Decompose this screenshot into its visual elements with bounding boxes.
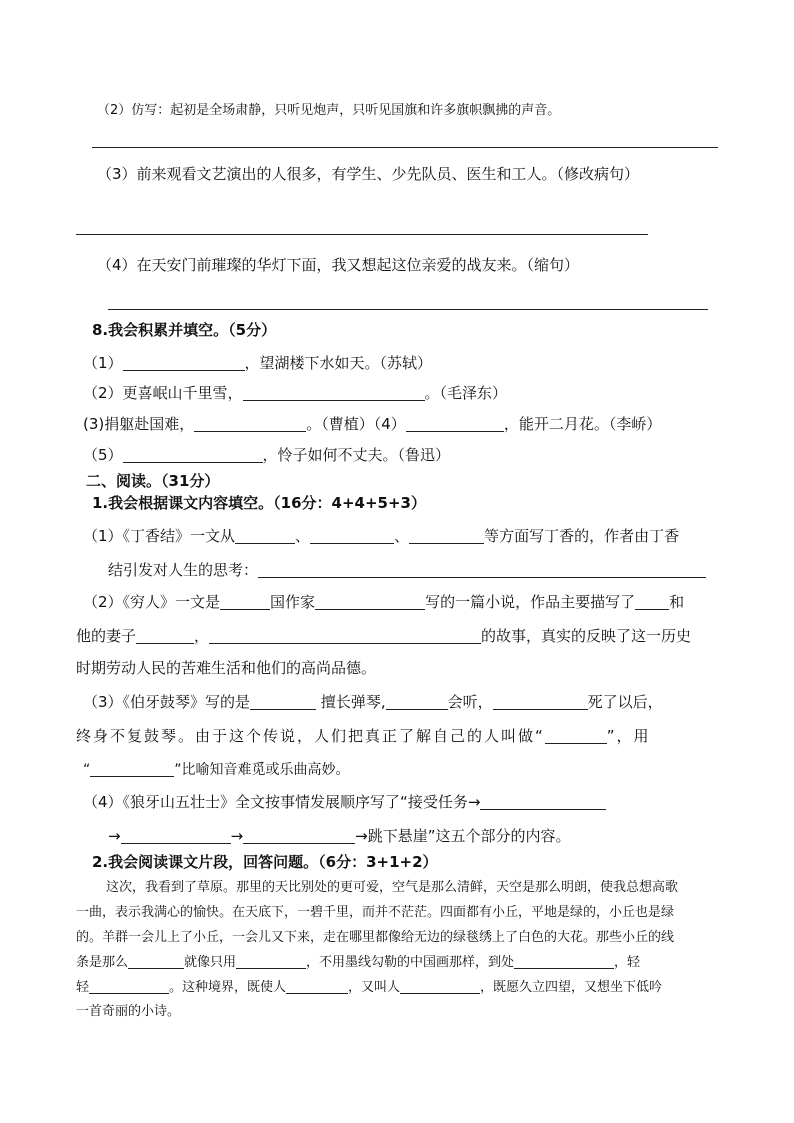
q1-p1-line2 — [108, 562, 706, 578]
q8-l2-prefix: （2）更喜岷山千里雪， — [83, 384, 243, 402]
fill-blank[interactable] — [514, 955, 614, 969]
text: →跳下悬崖”这五个部分的内容。 — [355, 827, 571, 845]
text: （4）《狼牙山五壮士》全文按事情发展顺序写了“接受任务→ — [83, 793, 481, 811]
q1-title: 1.我会根据课文内容填空。（16分：4+4+5+3） — [92, 494, 426, 512]
q8-l4-suffix: ，怜子如何不丈夫。（鲁迅） — [262, 446, 451, 464]
reading-line-1: 这次，我看到了草原。那里的天比别处的更可爱，空气是那么清鲜，天空是那么明朗，使我总想高歌 — [106, 880, 679, 895]
answer-line[interactable] — [108, 309, 708, 310]
reading-line-6: 一首奇丽的小诗。 — [76, 1004, 181, 1019]
text: 的故事，真实的反映了这一历史 — [481, 627, 692, 645]
text: 和 — [669, 593, 685, 611]
reading-line-3: 的。羊群一会儿上了小丘，一会儿又下来，走在哪里都像给无边的绿毯绣上了白色的大花。那些小丘的线 — [76, 930, 675, 945]
q8-l3-mid: 。（曹植） — [306, 415, 374, 433]
q8-title: 8.我会积累并填空。（5分） — [92, 321, 277, 339]
answer-line[interactable] — [76, 234, 648, 235]
text: ，又叫人 — [348, 980, 401, 995]
section-2-title: 二、阅读。（31分） — [86, 472, 220, 490]
text: 他的妻子 — [76, 627, 137, 645]
q2-title: 2.我会阅读课文片段，回答问题。（6分：3+1+2） — [92, 853, 438, 871]
text: 结引发对人生的思考： — [108, 561, 259, 579]
fill-blank[interactable] — [243, 828, 355, 844]
text: 条是那么 — [76, 955, 129, 970]
text: 等方面写丁香的，作者由丁香 — [484, 527, 680, 545]
q1-p3-line1 — [83, 694, 663, 710]
text: 、 — [295, 527, 311, 545]
fill-blank[interactable] — [386, 694, 448, 710]
text: → — [108, 827, 121, 845]
text: 轻 — [76, 980, 90, 995]
q8-l2-suffix: 。（毛泽东） — [424, 384, 508, 402]
fill-blank[interactable] — [121, 828, 231, 844]
text: ”，用 — [606, 727, 651, 745]
q1-p3-line3 — [83, 762, 350, 777]
fill-blank[interactable] — [194, 416, 306, 432]
fill-blank[interactable] — [90, 762, 174, 777]
fill-blank[interactable] — [136, 628, 194, 644]
reading-line-2: 一曲，表示我满心的愉快。在天底下，一碧千里，而并不茫茫。四面都有小丘，平地是绿的，小丘也是绿 — [76, 905, 675, 920]
text: 国作家 — [270, 593, 316, 611]
text: 擅长弹琴, — [316, 693, 386, 711]
q8-line-1 — [83, 355, 432, 371]
fill-blank[interactable] — [493, 694, 588, 710]
fill-blank[interactable] — [480, 794, 606, 810]
q1-p2-line1 — [83, 594, 684, 610]
q1-p3-line2 — [76, 728, 651, 744]
q8-l3-prefix: (3)捐躯赴国难， — [83, 415, 195, 433]
q8-line-4 — [83, 447, 450, 463]
fill-blank[interactable] — [409, 528, 484, 544]
text: （2）《穷人》一文是 — [83, 593, 221, 611]
text: → — [230, 827, 244, 845]
text: ， — [194, 627, 210, 645]
fill-blank[interactable] — [235, 528, 295, 544]
text: 终身不复鼓琴。由于这个传说，人们把真正了解自己的人叫做“ — [76, 727, 545, 745]
fill-blank[interactable] — [89, 980, 169, 994]
text: （3）《伯牙鼓琴》写的是 — [83, 693, 251, 711]
q8-line-3 — [83, 416, 661, 432]
fill-blank[interactable] — [123, 355, 245, 371]
reading-line-5 — [76, 980, 662, 994]
fill-blank[interactable] — [310, 528, 394, 544]
q1-p1-line1 — [83, 528, 679, 544]
q7-item-3: （3）前来观看文艺演出的人很多，有学生、少先队员、医生和工人。（修改病句） — [97, 165, 640, 183]
text: 就像只用 — [184, 955, 237, 970]
text: “ — [83, 762, 91, 778]
q8-l3-item4: （4） — [373, 415, 406, 433]
fill-blank[interactable] — [236, 955, 306, 969]
text: ，轻 — [614, 955, 641, 970]
q7-item-2: （2）仿写：起初是全场肃静，只听见炮声，只听见国旗和许多旗帜飘拂的声音。 — [97, 103, 561, 118]
q8-line-2 — [83, 385, 507, 401]
q8-l1-prefix: （1） — [83, 354, 123, 372]
fill-blank[interactable] — [250, 694, 316, 710]
fill-blank[interactable] — [220, 594, 270, 610]
text: 、 — [394, 527, 410, 545]
fill-blank[interactable] — [635, 594, 669, 610]
text: 。这种境界，既使人 — [169, 980, 287, 995]
fill-blank[interactable] — [243, 385, 425, 401]
fill-blank[interactable] — [315, 594, 425, 610]
reading-line-4 — [76, 955, 640, 969]
text: ”比喻知音难觅或乐曲高妙。 — [174, 762, 350, 778]
q8-l4-prefix: （5） — [83, 446, 123, 464]
fill-blank[interactable] — [123, 447, 263, 463]
q7-item-4: （4）在天安门前璀璨的华灯下面，我又想起这位亲爱的战友来。（缩句） — [97, 256, 580, 274]
q1-p4-line2 — [108, 828, 571, 844]
text: 会听， — [447, 693, 493, 711]
q8-l1-suffix: ，望湖楼下水如天。（苏轼） — [244, 354, 433, 372]
q8-l3-suffix: ，能开二月花。（李峤） — [503, 415, 662, 433]
q1-p4-line1 — [83, 794, 606, 810]
text: ，既愿久立四望，又想坐下低吟 — [480, 980, 663, 995]
fill-blank[interactable] — [286, 980, 348, 994]
fill-blank[interactable] — [406, 416, 504, 432]
text: （1）《丁香结》一文从 — [83, 527, 236, 545]
q1-p2-line2 — [76, 628, 691, 644]
fill-blank[interactable] — [258, 562, 706, 578]
text: 死了以后， — [587, 693, 663, 711]
fill-blank[interactable] — [400, 980, 480, 994]
fill-blank[interactable] — [209, 628, 481, 644]
answer-line[interactable] — [92, 147, 718, 148]
text: ，不用墨线勾勒的中国画那样，到处 — [306, 955, 515, 970]
text: 写的一篇小说，作品主要描写了 — [425, 593, 636, 611]
fill-blank[interactable] — [128, 955, 184, 969]
q1-p2-line3: 时期劳动人民的苦难生活和他们的高尚品德。 — [76, 659, 377, 677]
fill-blank[interactable] — [545, 728, 607, 744]
